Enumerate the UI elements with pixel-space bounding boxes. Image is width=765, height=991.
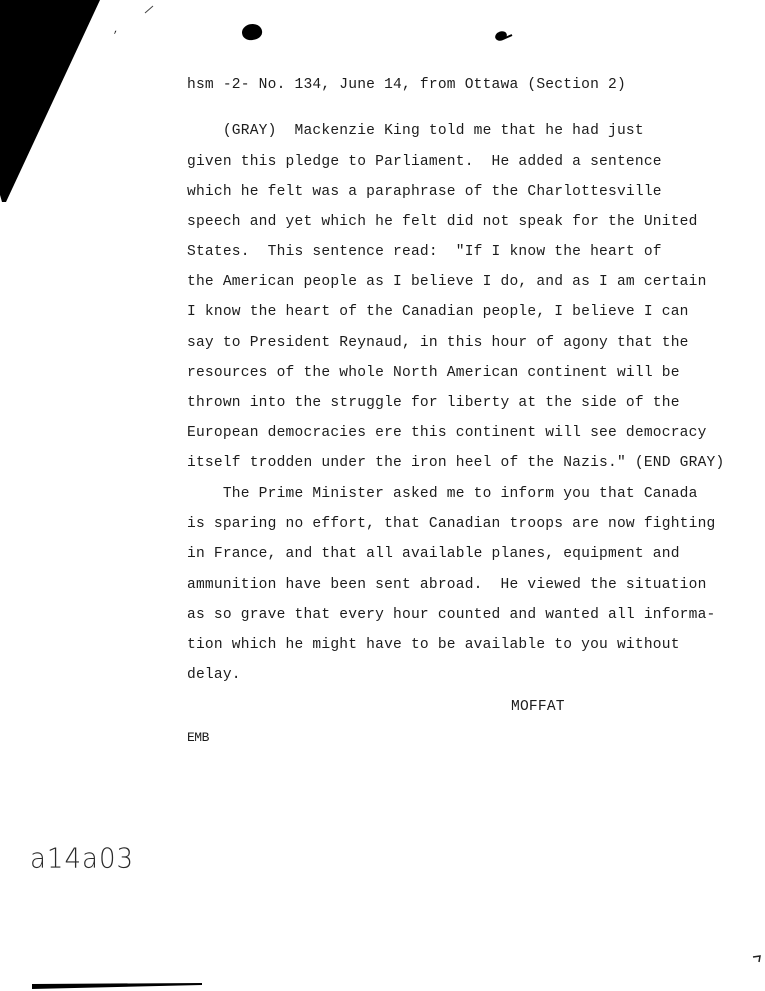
text-line: ammunition have been sent abroad. He viewed the situation (187, 577, 707, 593)
text-line: is sparing no effort, that Canadian troops are now fighting (187, 516, 716, 532)
handwritten-archive-number: a14a03 (30, 843, 135, 875)
text-line: itself trodden under the iron heel of the Nazis." (END GRAY) (187, 455, 725, 471)
punch-hole-left (241, 22, 264, 42)
text-line: the American people as I believe I do, and as I am certain (187, 274, 707, 290)
text-line: which he felt was a paraphrase of the Charlottesville (187, 184, 662, 200)
text-line: in France, and that all available planes, equipment and (187, 546, 680, 562)
stray-corner-mark (752, 955, 762, 963)
text-line: States. This sentence read: "If I know the heart of (187, 244, 662, 260)
text-line: resources of the whole North American continent will be (187, 365, 680, 381)
signature: MOFFAT (511, 699, 565, 715)
stray-mark: , (113, 25, 120, 36)
punch-hole-right (494, 30, 514, 42)
stray-slash-mark (144, 4, 154, 14)
text-line: European democracies ere this continent will see democracy (187, 425, 707, 441)
scan-shadow-wedge (0, 0, 100, 205)
scan-edge-stroke (32, 983, 202, 989)
text-line: speech and yet which he felt did not speak for the United (187, 214, 698, 230)
text-line: thrown into the struggle for liberty at the side of the (187, 395, 680, 411)
typist-initials: EMB (187, 730, 209, 745)
text-line: as so grave that every hour counted and wanted all informa- (187, 607, 716, 623)
text-line: tion which he might have to be available to you without (187, 637, 680, 653)
text-line: (GRAY) Mackenzie King told me that he had just (187, 123, 644, 139)
text-line: given this pledge to Parliament. He added a sentence (187, 154, 662, 170)
text-line: delay. (187, 667, 241, 683)
document-header: hsm -2- No. 134, June 14, from Ottawa (Section 2) (187, 77, 626, 93)
text-line: The Prime Minister asked me to inform you that Canada (187, 486, 698, 502)
text-line: I know the heart of the Canadian people, I believe I can (187, 304, 689, 320)
text-line: say to President Reynaud, in this hour of agony that the (187, 335, 689, 351)
